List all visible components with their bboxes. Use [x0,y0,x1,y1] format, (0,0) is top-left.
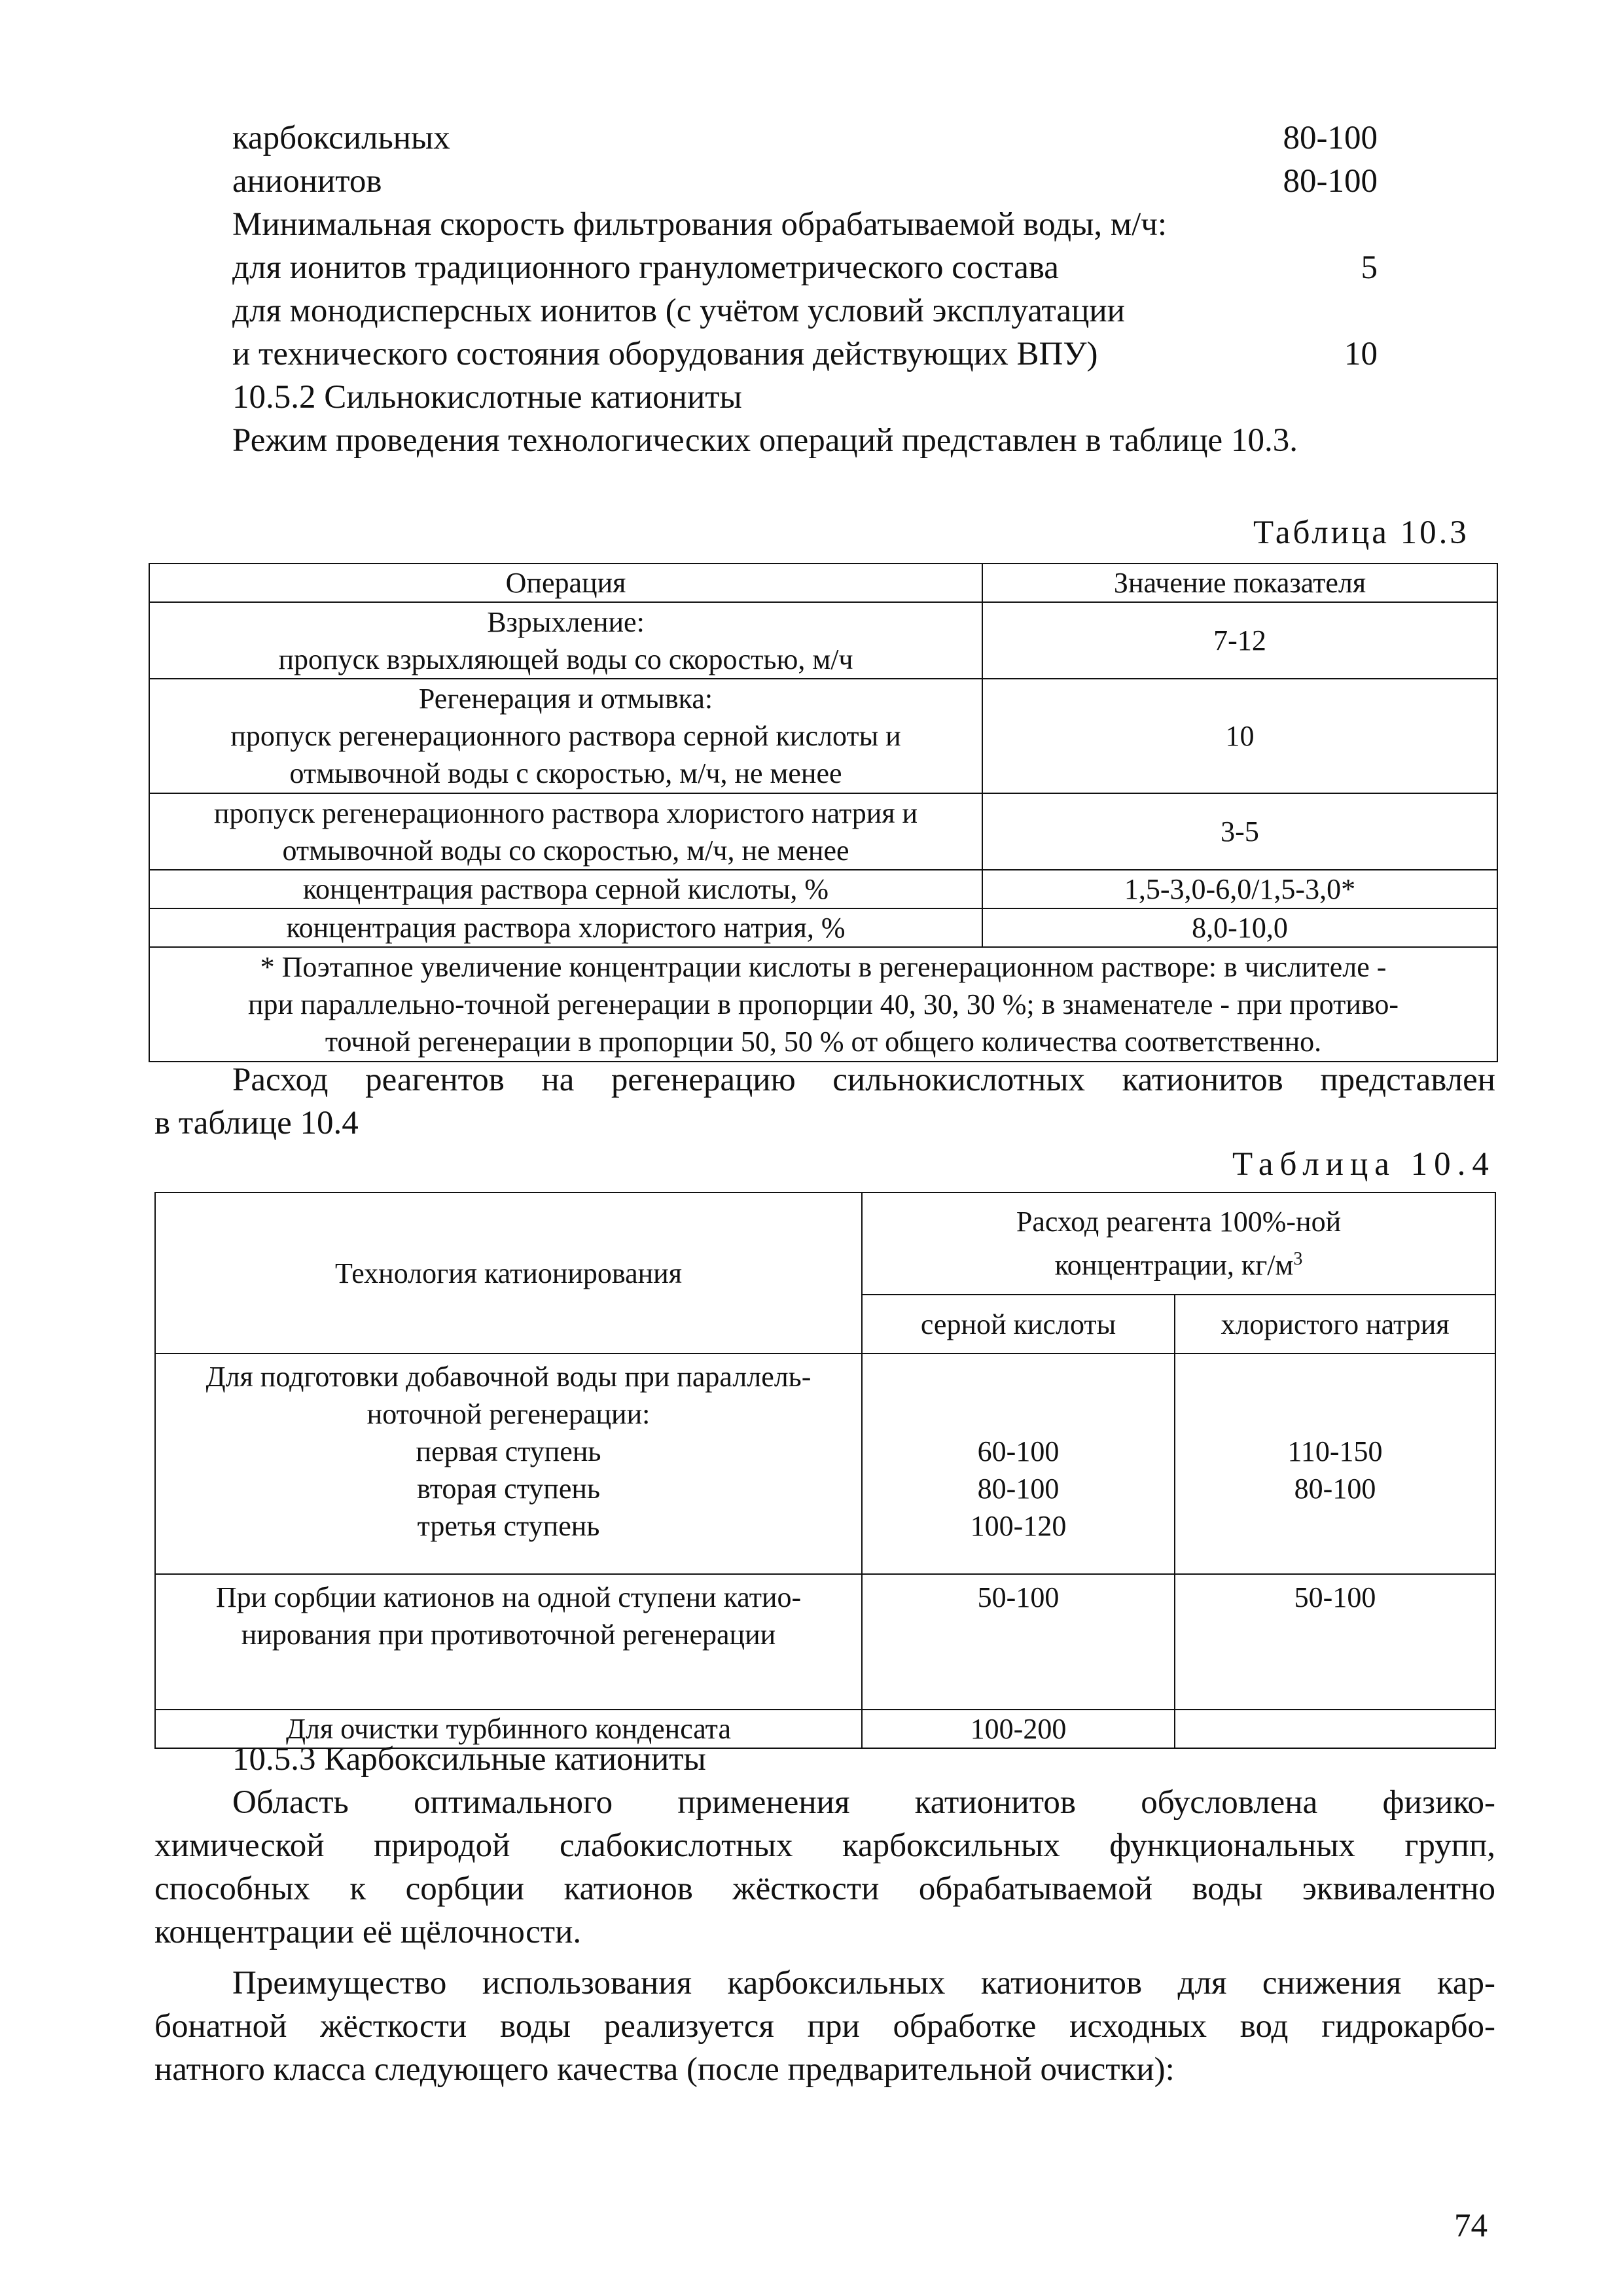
table-cell-operation: Взрыхление: пропуск взрыхляющей воды со скоростью, м/ч [149,602,982,679]
table-row [149,602,1497,679]
table-cell-value: 8,0-10,0 [982,908,1497,947]
section-title-10-5-3: 10.5.3 Карбоксильные катиониты [232,1741,706,1778]
table-cell-operation: концентрация раствора серной кислоты, % [149,870,982,908]
paragraph-line: Область оптимального применения катионитов обусловлена физико- [232,1784,1495,1821]
list-item-value: 80-100 [1283,163,1378,200]
table-header-sulfuric-acid: серной кислоты [862,1295,1175,1354]
min-speed-heading: Минимальная скорость фильтрования обрабатываемой воды, м/ч: [232,206,1168,243]
min-speed-item-label: и технического состояния оборудования действующих ВПУ) [232,336,1098,372]
section-title-10-5-2: 10.5.2 Сильнокислотные катиониты [232,379,742,416]
paragraph-line: химической природой слабокислотных карбоксильных функциональных групп, [154,1827,1495,1864]
list-item-label: анионитов [232,163,382,200]
table-cell-salt: 110-150 80-100 [1175,1354,1495,1574]
paragraph-reagents-line: в таблице 10.4 [154,1105,359,1141]
paragraph-reagents-line: Расход реагентов на регенерацию сильнокислотных катионитов представлен [232,1062,1495,1098]
table-cell-salt [1175,1710,1495,1748]
min-speed-item-value: 5 [1361,249,1378,286]
min-speed-item-label: для ионитов традиционного гранулометрического состава [232,249,1059,286]
table-footnote: * Поэтапное увеличение концентрации кислоты в регенерационном растворе: в числителе - при параллельно-точной регенерации в пропорции 40, 30, 30 %; в знаменателе - при противо- точной регенерации в пропорции 50, 50 % от общего количества соответственно. [149,947,1497,1062]
min-speed-item-label: для монодисперсных ионитов (с учётом условий эксплуатации [232,293,1125,329]
table-footnote-row [149,947,1497,1062]
table-cell-technology: Для подготовки добавочной воды при параллель- ноточной регенерации: первая ступень вторая ступень третья ступень [155,1354,862,1574]
table-cell-salt: 50-100 [1175,1574,1495,1710]
table-10-4 [154,1192,1496,1749]
table-row [149,793,1497,870]
table-row [149,870,1497,908]
table-row [155,1354,1495,1574]
table-header-technology: Технология катионирования [155,1193,862,1354]
list-item-label: карбоксильных [232,120,450,156]
table-row [155,1574,1495,1710]
table-cell-technology: Для очистки турбинного конденсата [155,1710,862,1748]
paragraph-line: способных к сорбции катионов жёсткости обрабатываемой воды эквивалентно [154,1871,1495,1907]
table-cell-operation: пропуск регенерационного раствора хлористого натрия и отмывочной воды со скоростью, м/ч, не менее [149,793,982,870]
table-cell-operation: Регенерация и отмывка: пропуск регенерационного раствора серной кислоты и отмывочной воды с скоростью, м/ч, не менее [149,679,982,793]
list-item-value: 80-100 [1283,120,1378,156]
table-cell-value: 7-12 [982,602,1497,679]
table-row [149,908,1497,947]
table-caption-10-4: Таблица 10.4 [1232,1146,1495,1183]
section-intro: Режим проведения технологических операций представлен в таблице 10.3. [232,422,1298,459]
table-cell-operation: концентрация раствора хлористого натрия, % [149,908,982,947]
table-cell-acid: 60-100 80-100 100-120 [862,1354,1175,1574]
table-cell-value: 1,5-3,0-6,0/1,5-3,0* [982,870,1497,908]
paragraph-line: бонатной жёсткости воды реализуется при обработке исходных вод гидрокарбо- [154,2008,1495,2045]
table-row [149,679,1497,793]
paragraph-line: натного класса следующего качества (после предварительной очистки): [154,2051,1175,2088]
table-cell-technology: При сорбции катионов на одной ступени катио- нирования при противоточной регенерации [155,1574,862,1710]
table-cell-acid: 50-100 [862,1574,1175,1710]
paragraph-line: концентрации её щёлочности. [154,1914,582,1950]
table-cell-acid: 100-200 [862,1710,1175,1748]
paragraph-line: Преимущество использования карбоксильных катионитов для снижения кар- [232,1965,1495,2001]
table-header-value: Значение показателя [982,564,1497,602]
table-caption-10-3: Таблица 10.3 [1253,514,1469,551]
table-10-3 [149,563,1498,1062]
table-cell-value: 10 [982,679,1497,793]
min-speed-item-value: 10 [1344,336,1378,372]
table-header-reagent-consumption: Расход реагента 100%-ной концентрации, $кг/м^3$ [862,1193,1495,1295]
table-header-operation: Операция [149,564,982,602]
table-cell-value: 3-5 [982,793,1497,870]
page-number: 74 [1454,2208,1488,2244]
table-header-sodium-chloride: хлористого натрия [1175,1295,1495,1354]
